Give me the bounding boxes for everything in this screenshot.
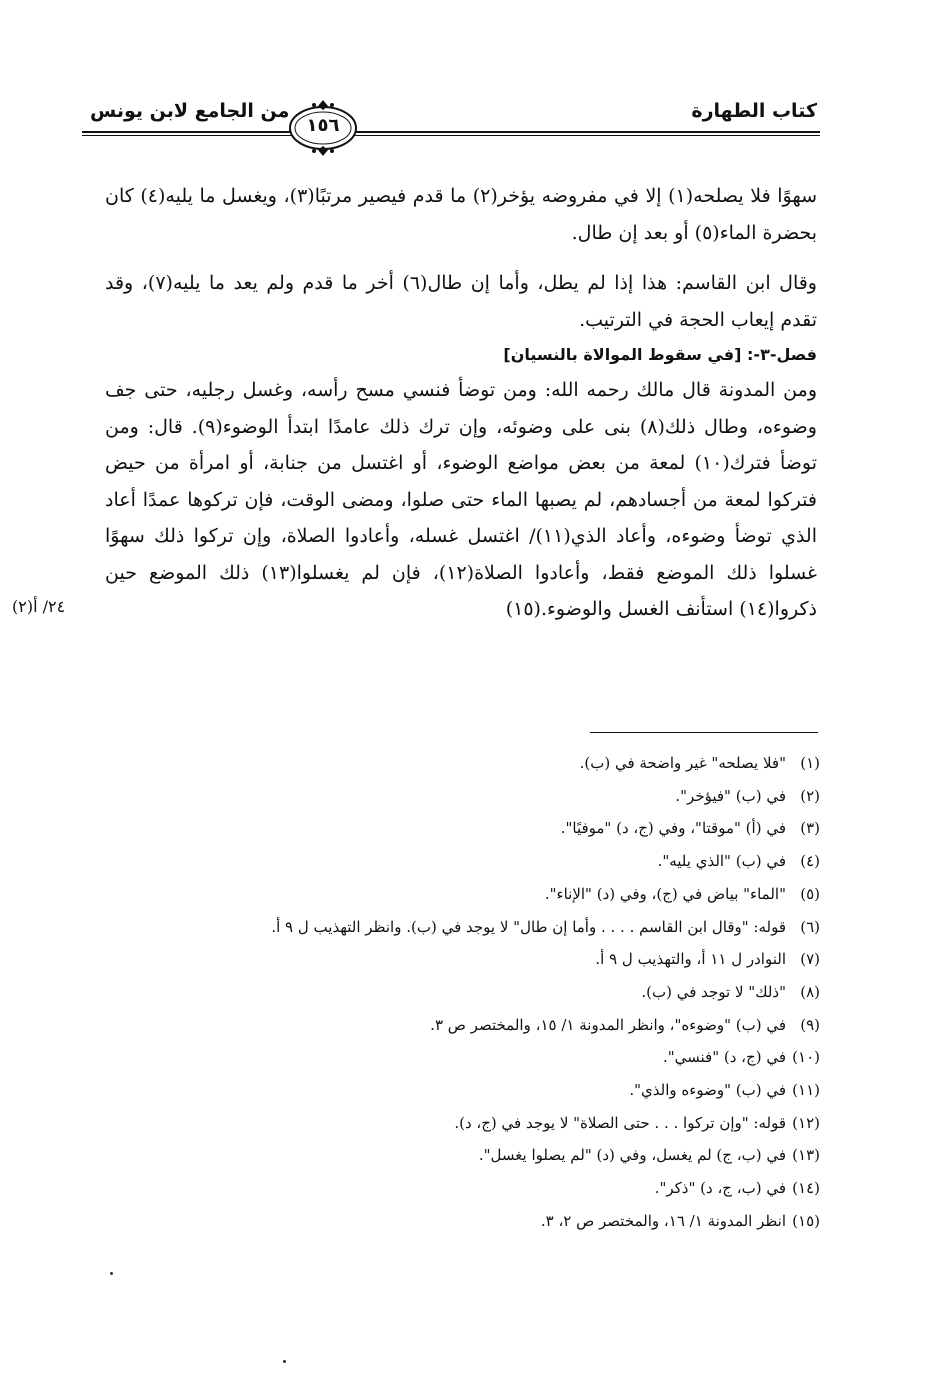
footnote: [100, 1205, 820, 1238]
header-rule-thin: [82, 135, 820, 136]
footnote-text: في (ب) "الذي يليه".: [657, 852, 786, 871]
footnote-text: في (ب) "فيؤخر".: [675, 786, 786, 805]
footnote-number: (٦): [800, 917, 820, 936]
footnote-number: (١٣): [792, 1146, 820, 1165]
footnote: [100, 1107, 820, 1140]
footnote-text: في (أ) "موقتا"، وفي (ج، د) "موفيًا".: [560, 819, 786, 838]
footnote: [100, 1074, 820, 1107]
section-heading: فصل-٣-: [في سقوط الموالاة بالنسيان]: [503, 345, 817, 364]
footnote-text: في (ب) "وضوءه"، وانظر المدونة ١/ ١٥، والمختصر ص ٣.: [430, 1015, 786, 1034]
footnote-text: "الماء" بياض في (ج)، وفي (د) "الإناء".: [544, 884, 786, 903]
footnote-number: (٤): [800, 852, 820, 871]
footnote-number: (١١): [792, 1081, 820, 1100]
footnote-text: في (ج، د) "فنسي".: [662, 1048, 786, 1067]
footnote-number: (٥): [800, 884, 820, 903]
footnote: [100, 878, 820, 911]
footnote-number: (١٠): [792, 1048, 820, 1067]
footnote: [100, 812, 820, 845]
footnote-text: انظر المدونة ١/ ١٦، والمختصر ص ٢، ٣.: [540, 1211, 786, 1230]
footnote: [100, 845, 820, 878]
footnote: [100, 747, 820, 780]
footnote: [100, 1009, 820, 1042]
footnote: [100, 976, 820, 1009]
main-text: [105, 178, 817, 628]
footnote-text: "فلا يصلحه" غير واضحة في (ب).: [579, 754, 786, 772]
footnote-text: في (ب) "وضوءه والذي".: [629, 1081, 786, 1100]
footnote-number: (٨): [800, 982, 820, 1001]
footnote-number: (١٤): [792, 1179, 820, 1198]
footnote-number: (١٥): [792, 1211, 820, 1230]
footnote: [100, 1139, 820, 1172]
footnote-number: (٧): [800, 950, 820, 969]
footnotes: [100, 747, 820, 1238]
footnote-text: في (ب، ج) لم يغسل، وفي (د) "لم يصلوا يغسل".: [478, 1146, 786, 1165]
footnote: [100, 1041, 820, 1074]
footnote: [100, 1172, 820, 1205]
footnote-number: (٩): [800, 1015, 820, 1034]
footnote: [100, 780, 820, 813]
header-rule: [82, 131, 820, 133]
paragraph-1: سهوًا فلا يصلحه(١) إلا في مفروضه يؤخر(٢) ما قدم فيصير مرتبًا(٣)، ويغسل ما يليه(٤) كان بحضرة الماء(٥) أو بعد إن طال.: [105, 185, 817, 244]
footnote-number: (٣): [800, 819, 820, 838]
scan-speck: [283, 1360, 286, 1363]
footnote-text: النوادر ل ١١ أ، والتهذيب ل ٩ أ.: [595, 950, 786, 969]
footnote-number: (٢): [800, 786, 820, 805]
margin-folio-note: ٢٤/ أ(٢): [12, 597, 66, 616]
running-title-source: من الجامع لابن يونس: [90, 100, 290, 122]
page-number: ١٥٦: [306, 115, 340, 136]
paragraph-2: وقال ابن القاسم: هذا إذا لم يطل، وأما إن طال(٦) أخر ما قدم ولم يعد ما يليه(٧)، وقد تقدم إيعاب الحجة في الترتيب.: [105, 272, 817, 331]
running-title-book: كتاب الطهارة: [691, 100, 817, 122]
footnote-number: (١٢): [792, 1113, 820, 1132]
footnote-text: قوله: "وإن تركوا . . . حتى الصلاة" لا يوجد في (ج، د).: [454, 1113, 786, 1132]
footnote-number: (١): [800, 754, 820, 772]
scan-speck: [110, 1272, 113, 1275]
footnote-text: قوله: "وقال ابن القاسم . . . . وأما إن طال" لا يوجد في (ب). وانظر التهذيب ل ٩ أ.: [271, 917, 786, 936]
footnote-text: في (ب، ج، د) "ذكر".: [654, 1179, 786, 1198]
footnote-text: "ذلك" لا توجد في (ب).: [641, 982, 786, 1001]
footnote: [100, 943, 820, 976]
footnote-separator: [590, 732, 818, 733]
footnote: [100, 911, 820, 944]
paragraph-3: ومن المدونة قال مالك رحمه الله: ومن توضأ فنسي مسح رأسه، وغسل رجليه، حتى جف وضوءه، وطال ذلك(٨) بنى على وضوئه، وإن ترك ذلك عامدًا ابتدأ الوضوء(٩). قال: ومن توضأ فترك(١٠) لمعة من بعض مواضع الوضوء، أو اغتسل من جنابة، أو امرأة من حيض فتركوا لمعة من أجسادهم، لم يصبها الماء حتى صلوا، ومضى الوقت، فإن تركوها عمدًا أعاد الذي توضأ وضوءه، وأعاد الذي(١١)/ اغتسل غسله، وأعادوا الصلاة، وإن تركوا ذلك سهوًا غسلوا ذلك الموضع فقط، وأعادوا الصلاة(١٢)، فإن لم يغسلوا(١٣) ذلك الموضع حين ذكروا(١٤) استأنف الغسل والوضوء.(١٥): [105, 379, 817, 620]
